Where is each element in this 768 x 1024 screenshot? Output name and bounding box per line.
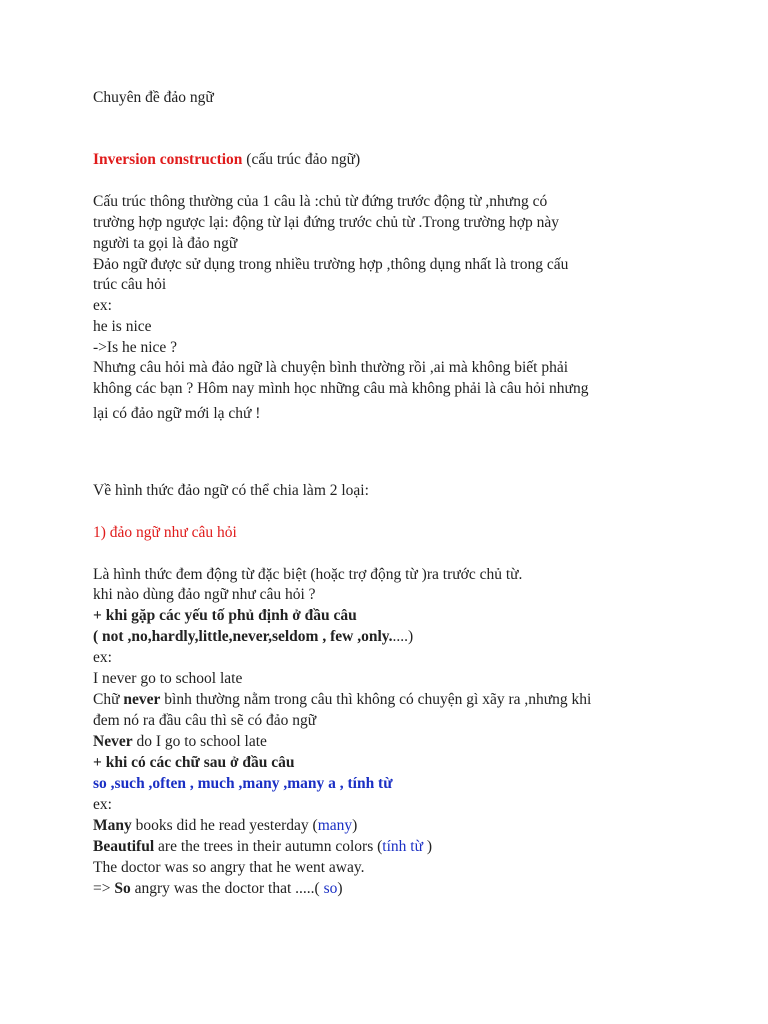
example-line [93,879,343,899]
body-line: đem nó ra đầu câu thì sẽ có đảo ngữ [93,712,317,729]
blue-word: so [323,880,338,897]
intro-line: Nhưng câu hỏi mà đảo ngữ là chuyện bình thường rồi ,ai mà không biết phải [93,359,569,376]
body-line: I never go to school late [93,670,243,687]
intro-line: không các bạn ? Hôm nay mình học những câu mà không phải là câu hỏi nhưng [93,380,589,397]
bold-word: Many [93,817,132,834]
text-run: books did he read yesterday ( [131,817,318,834]
section-heading [93,150,360,170]
bold-word: So [114,880,131,897]
bold-word: Never [93,733,133,750]
text-run: are the trees in their autumn colors ( [154,838,383,855]
negative-words [93,627,413,647]
rule-heading: + khi có các chữ sau ở đầu câu [93,754,295,771]
text-run: ) [337,880,343,897]
intro-line: người ta gọi là đảo ngữ [93,235,238,252]
rule-heading: + khi gặp các yếu tố phủ định ở đầu câu [93,607,357,624]
text-run: do I go to school late [132,733,267,750]
heading-vietnamese: (cấu trúc đảo ngữ) [242,151,361,168]
intro-line: he is nice [93,318,152,335]
body-line: Là hình thức đem động từ đặc biệt (hoặc trợ động từ )ra trước chủ từ. [93,566,523,583]
text-run: angry was the doctor that .....( [130,880,324,897]
example-line [93,816,357,836]
text-run: => [93,880,115,897]
example-line [93,837,432,857]
blue-word: many [317,817,353,834]
doc-title: Chuyên đề đảo ngữ [93,89,214,106]
section1-title: 1) đảo ngữ như câu hỏi [93,524,237,541]
bold-word: Beautiful [93,838,155,855]
body-line: khi nào dùng đảo ngữ như câu hỏi ? [93,586,316,603]
keyword-list: so ,such ,often , much ,many ,many a , tính từ [93,775,393,792]
negative-words-list: ( not ,no,hardly,little,never,seldom , few ,only. [93,628,393,645]
body-line [93,690,591,710]
negative-words-tail: ....) [392,628,414,645]
intro-line: trúc câu hỏi [93,276,167,293]
body-line: The doctor was so angry that he went away. [93,859,365,876]
text-run: bình thường nằm trong câu thì không có chuyện gì xãy ra ,nhưng khi [160,691,592,708]
intro-line: ex: [93,297,112,314]
text-run: ) [352,817,358,834]
text-run: ) [422,838,433,855]
blue-word: tính từ [382,838,423,855]
intro-line: lại có đảo ngữ mới lạ chứ ! [93,405,261,422]
intro-line: ->Is he nice ? [93,339,178,356]
example-line [93,732,267,752]
intro-line: Cấu trúc thông thường của 1 câu là :chủ từ đứng trước động từ ,nhưng có [93,193,548,210]
text-run: Chữ [93,691,124,708]
intro-line: trường hợp ngược lại: động từ lại đứng trước chủ từ .Trong trường hợp này [93,214,560,231]
types-intro: Về hình thức đảo ngữ có thể chia làm 2 loại: [93,482,369,499]
bold-word: never [123,691,161,708]
heading-english: Inversion construction [93,151,243,168]
intro-line: Đảo ngữ được sử dụng trong nhiều trường hợp ,thông dụng nhất là trong cấu [93,256,569,273]
body-line: ex: [93,796,112,813]
body-line: ex: [93,649,112,666]
